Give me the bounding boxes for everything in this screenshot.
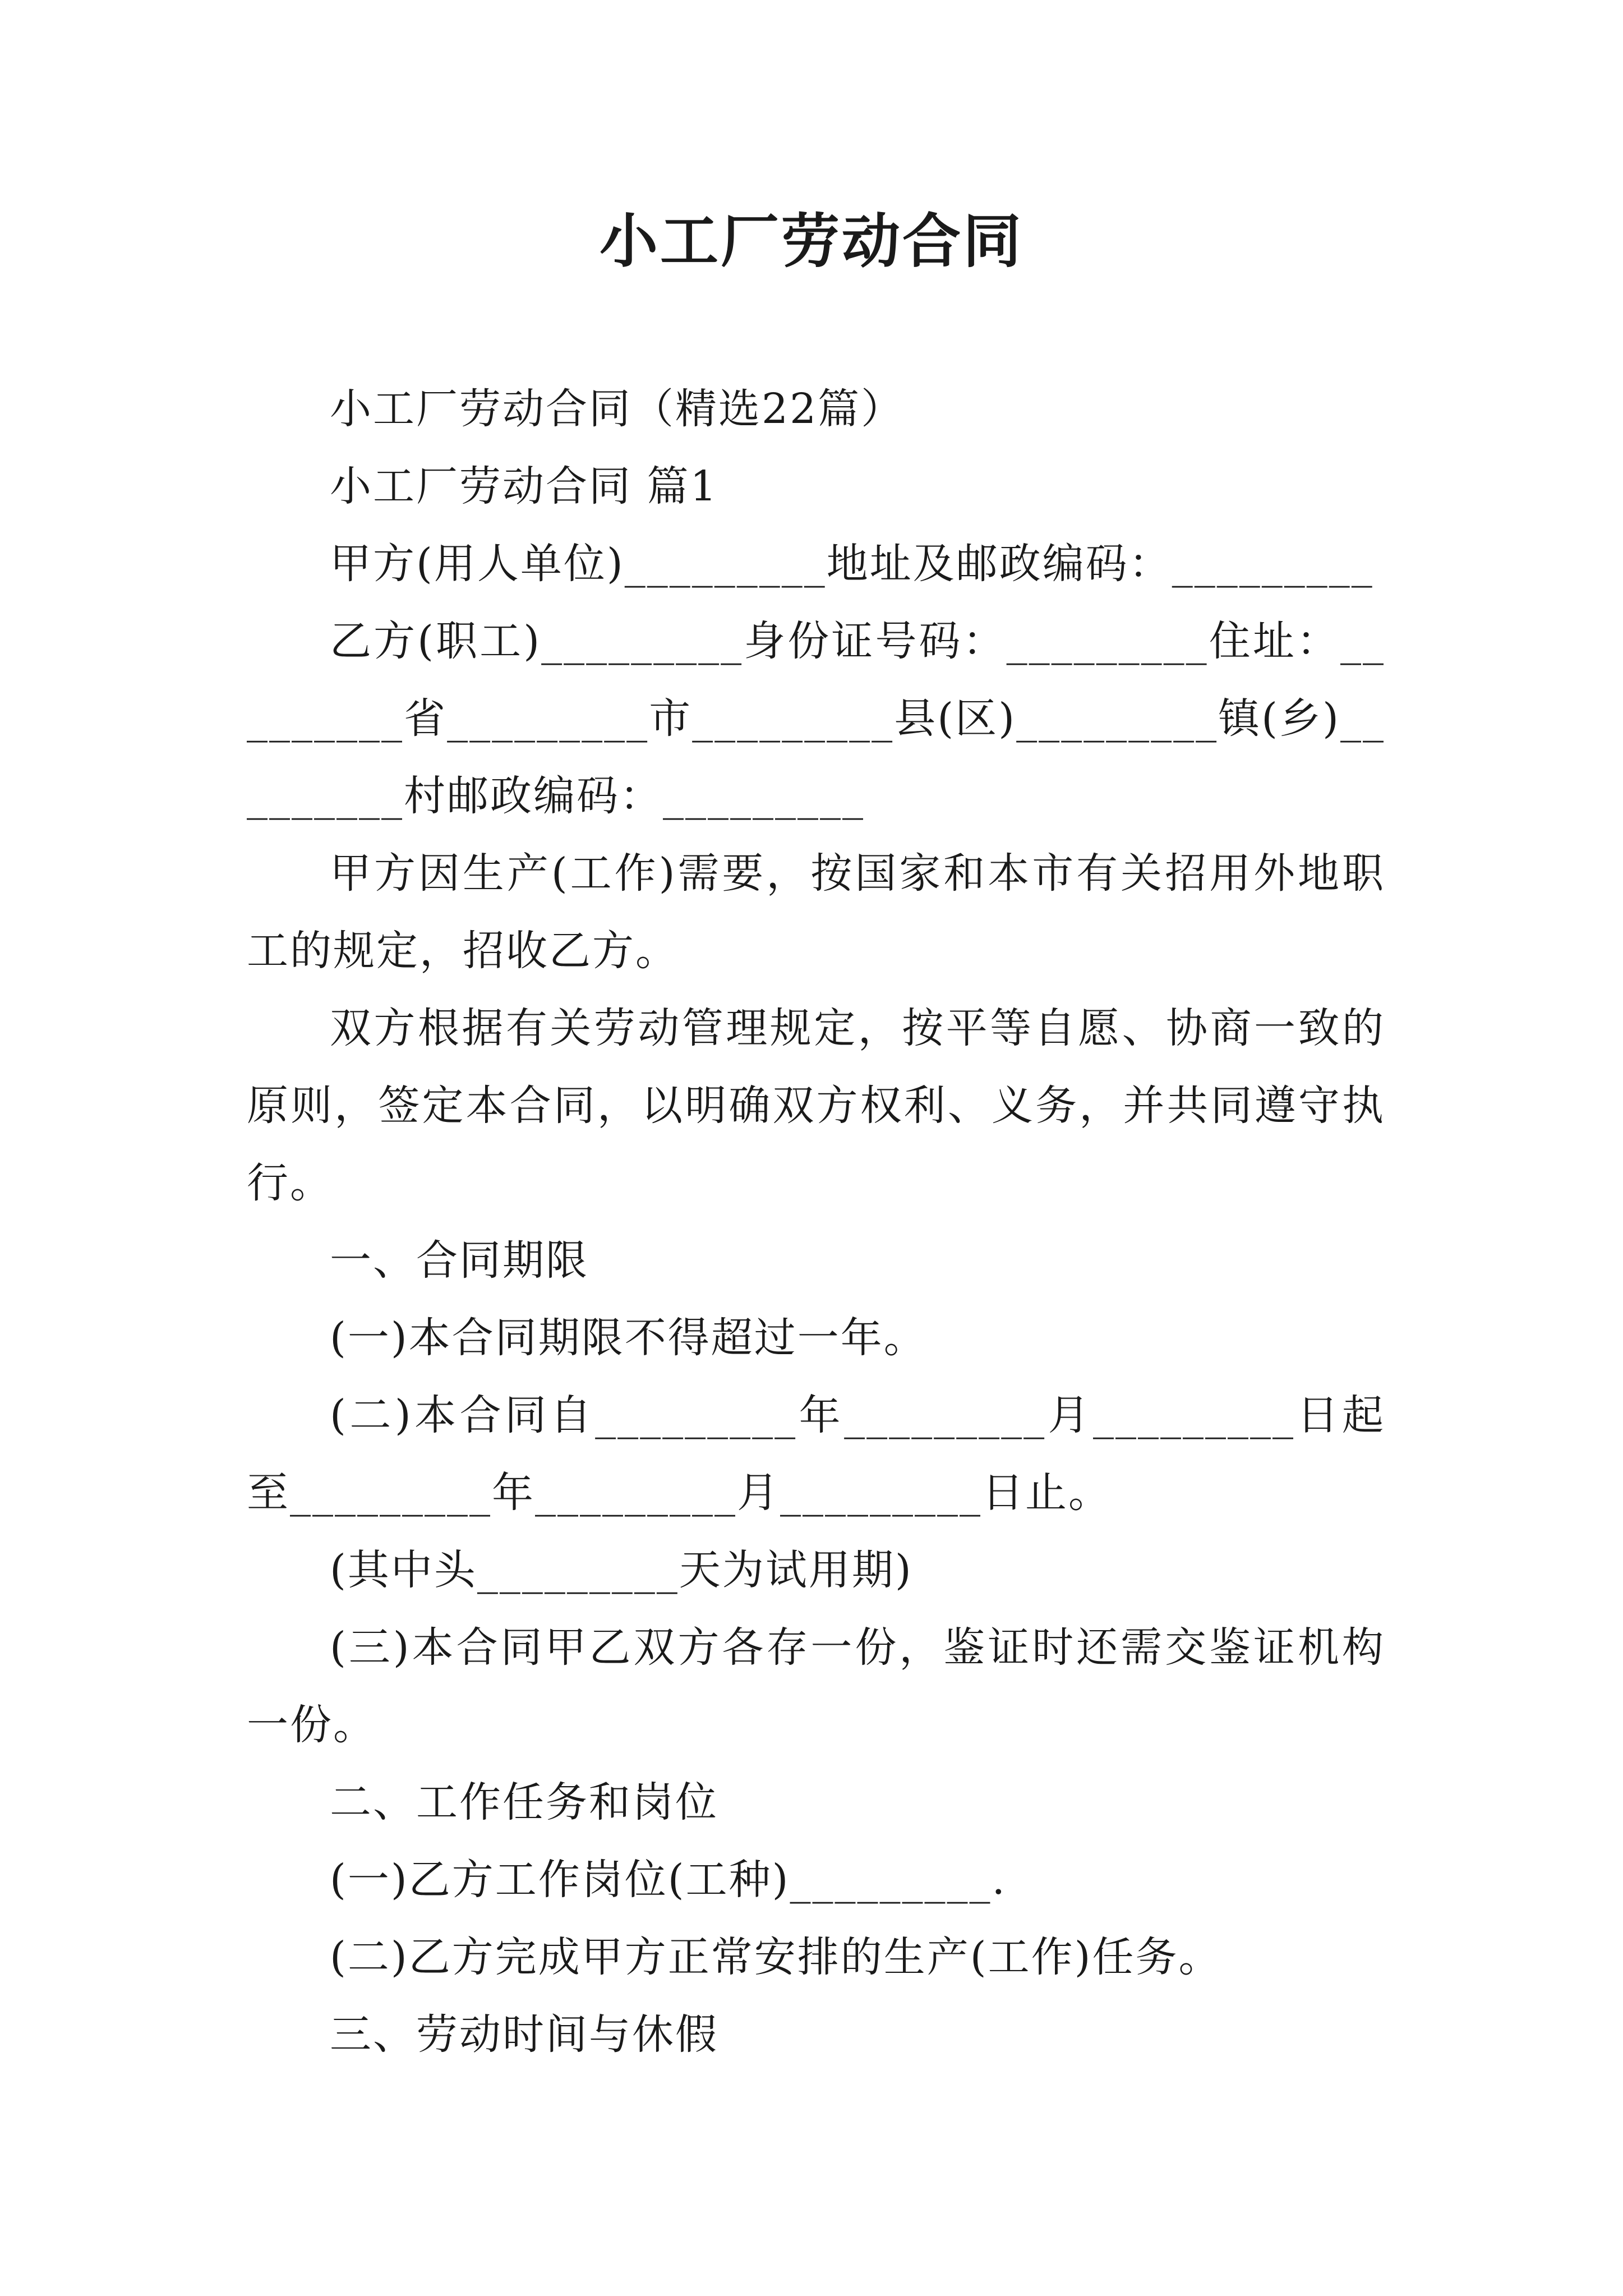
paragraph-recruitment: 甲方因生产(工作)需要，按国家和本市有关招用外地职工的规定，招收乙方。 [247,849,1385,975]
clause-tasks-2: (二)乙方完成甲方正常安排的生产(工作)任务。 [330,1933,1222,1981]
section-heading-term: 一、合同期限 [330,1236,589,1285]
section-heading-tasks: 二、工作任务和岗位 [330,1778,718,1826]
document-body [247,370,1385,2073]
paragraph-party-b: 乙方(职工)_________身份证号码：_________住址：_________省_________市_________县(区)_________镇(乡)_________村邮政编码：_________ [247,617,1385,820]
document-title: 小工厂劳动合同 [599,206,1023,275]
paragraph-collection-title: 小工厂劳动合同（精选22篇） [330,385,905,433]
clause-probation: (其中头_________天为试用期) [330,1546,913,1594]
clause-tasks-1: (一)乙方工作岗位(工种)_________. [330,1856,1007,1904]
paragraph-party-a: 甲方(用人单位)_________地址及邮政编码：_________ [330,540,1374,588]
paragraph-principle: 双方根据有关劳动管理规定，按平等自愿、协商一致的原则，签定本合同，以明确双方权利、义务，并共同遵守执行。 [247,1004,1385,1207]
paragraph-article-heading: 小工厂劳动合同 篇1 [330,462,718,510]
clause-term-3: (三)本合同甲乙双方各存一份，鉴证时还需交鉴证机构一份。 [247,1623,1385,1749]
section-heading-hours: 三、劳动时间与休假 [330,2010,718,2059]
clause-term-1: (一)本合同期限不得超过一年。 [330,1314,927,1362]
clause-term-2: (二)本合同自_________年_________月_________日起至_________年_________月_________日止。 [247,1391,1385,1517]
